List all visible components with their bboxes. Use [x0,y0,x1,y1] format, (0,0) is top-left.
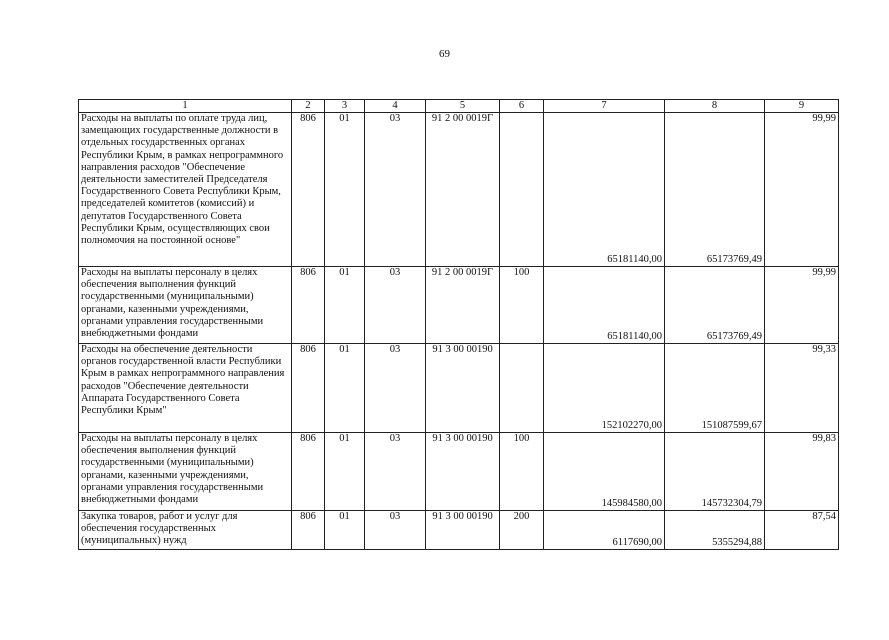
subsection-code-cell: 03 [365,267,426,344]
subsection-code-cell: 03 [365,113,426,267]
actual-amount-cell: 145732304,79 [665,433,765,511]
planned-amount-cell: 65181140,00 [544,113,665,267]
execution-percent-cell: 99,99 [765,267,839,344]
subsection-code-cell: 03 [365,344,426,433]
actual-amount-cell: 151087599,67 [665,344,765,433]
column-header: 1 [79,100,292,113]
planned-amount-cell: 65181140,00 [544,267,665,344]
column-header: 8 [665,100,765,113]
actual-amount-cell: 5355294,88 [665,511,765,550]
ministry-code-cell: 806 [292,433,325,511]
expense-name-cell: Расходы на выплаты по оплате труда лиц, замещающих государственные должности в отдельных государственных органах Республики Крым, в рамках непрограммного направления расходов "Обеспечение деятельности заместителей Председателя Государственного Совета Республики Крым, председателей комитетов (комиссий) и депутатов Государственного Совета Республики Крым, осуществляющих свои полномочия на постоянной основе" [79,113,292,267]
expense-type-cell: 100 [500,433,544,511]
actual-amount-cell: 65173769,49 [665,113,765,267]
execution-percent-cell: 99,99 [765,113,839,267]
target-article-cell: 91 3 00 00190 [426,344,500,433]
ministry-code-cell: 806 [292,511,325,550]
section-code-cell: 01 [325,433,365,511]
expense-name-cell: Закупка товаров, работ и услуг для обеспечения государственных (муниципальных) нужд [79,511,292,550]
section-code-cell: 01 [325,267,365,344]
execution-percent-cell: 99,83 [765,433,839,511]
table-row [79,344,839,433]
column-header: 6 [500,100,544,113]
expense-name-cell: Расходы на выплаты персоналу в целях обеспечения выполнения функций государственными (муниципальными) органами, казенными учреждениями, органами управления государственными внебюджетными фондами [79,433,292,511]
expense-type-cell: 100 [500,267,544,344]
table-row [79,433,839,511]
target-article-cell: 91 2 00 0019Г [426,267,500,344]
ministry-code-cell: 806 [292,344,325,433]
section-code-cell: 01 [325,113,365,267]
page-number: 69 [439,48,450,60]
table-row [79,511,839,550]
target-article-cell: 91 2 00 0019Г [426,113,500,267]
expense-name-cell: Расходы на выплаты персоналу в целях обеспечения выполнения функций государственными (муниципальными) органами, казенными учреждениями, органами управления государственными внебюджетными фондами [79,267,292,344]
table-row [79,267,839,344]
column-header: 3 [325,100,365,113]
expense-name-cell: Расходы на обеспечение деятельности органов государственной власти Республики Крым в рамках непрограммного направления расходов "Обеспечение деятельности Аппарата Государственного Совета Республики Крым" [79,344,292,433]
column-header: 9 [765,100,839,113]
expense-type-cell: 200 [500,511,544,550]
target-article-cell: 91 3 00 00190 [426,511,500,550]
planned-amount-cell: 145984580,00 [544,433,665,511]
subsection-code-cell: 03 [365,433,426,511]
column-header: 4 [365,100,426,113]
planned-amount-cell: 6117690,00 [544,511,665,550]
ministry-code-cell: 806 [292,267,325,344]
section-code-cell: 01 [325,511,365,550]
planned-amount-cell: 152102270,00 [544,344,665,433]
table-row [79,113,839,267]
target-article-cell: 91 3 00 00190 [426,433,500,511]
actual-amount-cell: 65173769,49 [665,267,765,344]
column-header: 2 [292,100,325,113]
budget-table [78,99,839,550]
column-header: 7 [544,100,665,113]
table-header-row [79,100,839,113]
expense-type-cell [500,113,544,267]
subsection-code-cell: 03 [365,511,426,550]
expense-type-cell [500,344,544,433]
column-header: 5 [426,100,500,113]
execution-percent-cell: 99,33 [765,344,839,433]
ministry-code-cell: 806 [292,113,325,267]
section-code-cell: 01 [325,344,365,433]
execution-percent-cell: 87,54 [765,511,839,550]
